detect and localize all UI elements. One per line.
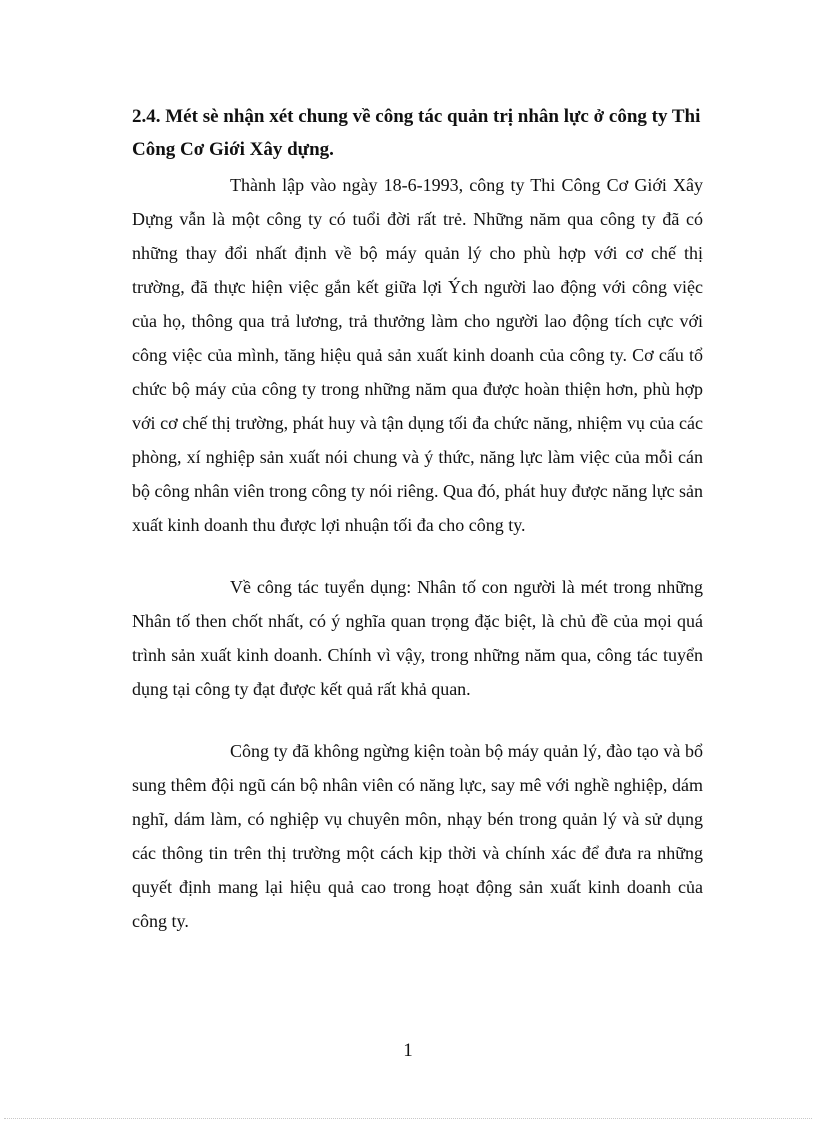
paragraph-recruitment: Về công tác tuyển dụng: Nhân tố con người là mét trong những Nhân tố then chốt nhất, có ý nghĩa quan trọng đặc biệt, là chủ đề của mọi quá trình sản xuất kinh doanh. Chính vì vậy, trong những năm qua, công tác tuyển dụng tại công ty đạt được kết quả rất khả quan.	[132, 577, 703, 699]
paragraph-staff-development: Công ty đã không ngừng kiện toàn bộ máy quản lý, đào tạo và bổ sung thêm đội ngũ cán bộ nhân viên có năng lực, say mê với nghề nghiệp, dám nghĩ, dám làm, có nghiệp vụ chuyên môn, nhạy bén trong quản lý và sử dụng các thông tin trên thị trường một cách kịp thời và chính xác để đưa ra những quyết định mang lại hiệu quả cao trong hoạt động sản xuất kinh doanh của công ty.	[132, 741, 703, 931]
paragraph-company-overview: Thành lập vào ngày 18-6-1993, công ty Thi Công Cơ Giới Xây Dựng vẫn là một công ty có tuổi đời rất trẻ. Những năm qua công ty đã có những thay đổi nhất định về bộ máy quản lý cho phù hợp với cơ chế thị trường, đã thực hiện việc gắn kết giữa lợi Ých người lao động với công việc của họ, thông qua trả lương, trả thưởng làm cho người lao động tích cực với công việc của mình, tăng hiệu quả sản xuất kinh doanh của công ty. Cơ cấu tổ chức bộ máy của công ty trong những năm qua được hoàn thiện hơn, phù hợp với cơ chế thị trường, phát huy và tận dụng tối đa chức năng, nhiệm vụ của các phòng, xí nghiệp sản xuất nói chung và ý thức, năng lực làm việc của mỗi cán bộ công nhân viên trong công ty nói riêng. Qua đó, phát huy được năng lực sản xuất kinh doanh thu được lợi nhuận tối đa cho công ty.	[132, 175, 703, 535]
page-number: 1	[403, 1040, 413, 1061]
section-heading: 2.4. Mét sè nhận xét chung về công tác quản trị nhân lực ở công ty Thi Công Cơ Giới Xây dựng.	[132, 106, 701, 160]
page-bottom-border	[4, 1118, 812, 1119]
